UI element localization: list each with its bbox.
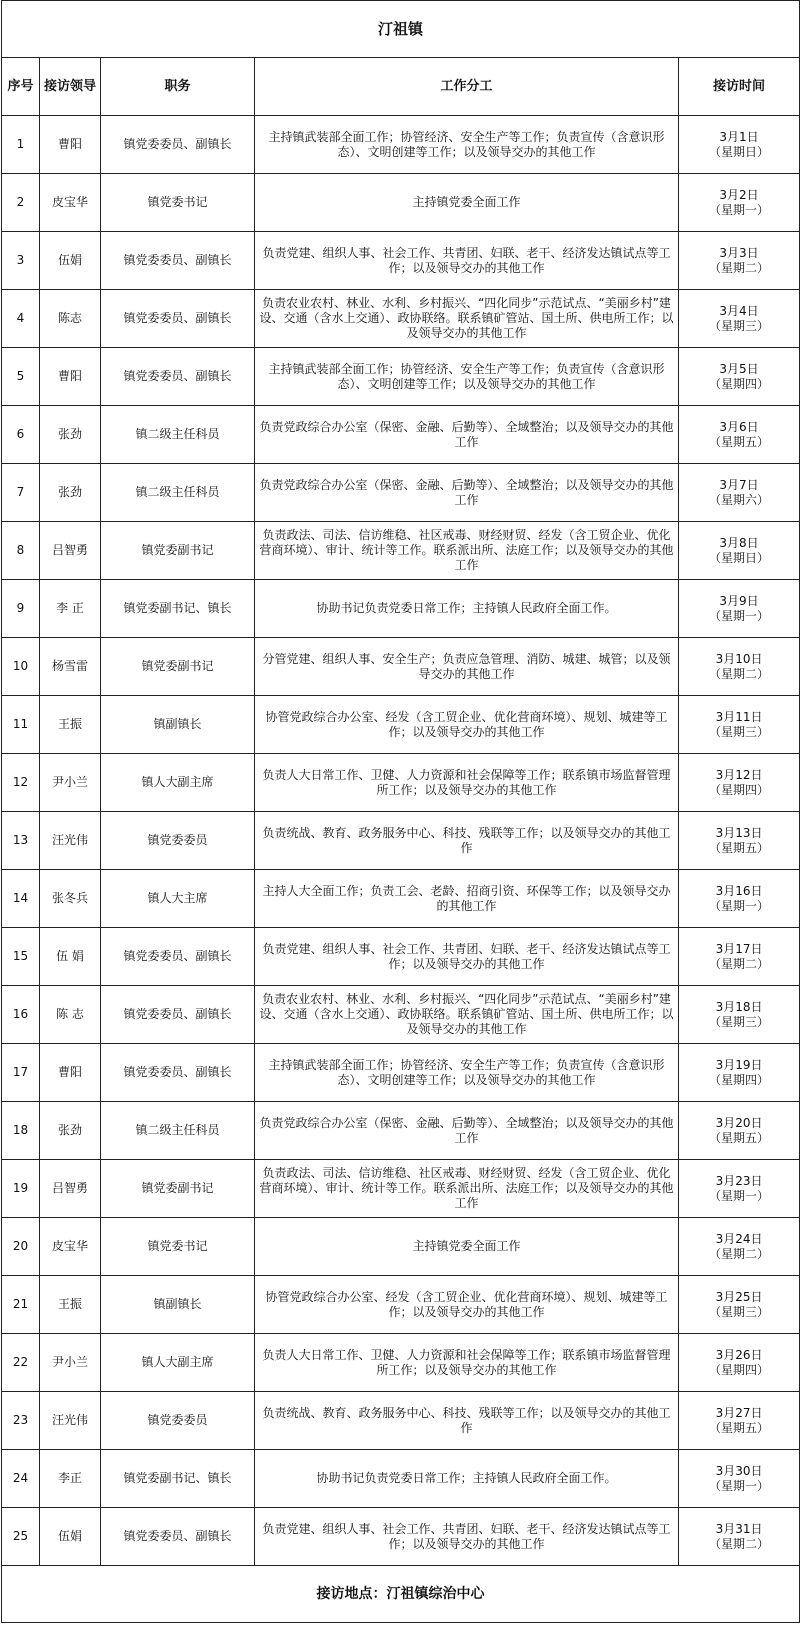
cell-time xyxy=(679,638,800,696)
visit-date: 3月1日 xyxy=(719,129,759,144)
cell-time xyxy=(679,116,800,174)
cell-no: 2 xyxy=(2,174,40,232)
cell-leader: 李 正 xyxy=(40,580,101,638)
cell-duty: 负责党政综合办公室（保密、金融、后勤等）、全域整治；以及领导交办的其他工作 xyxy=(255,464,679,522)
cell-leader: 汪光伟 xyxy=(40,812,101,870)
visit-date: 3月31日 xyxy=(715,1521,763,1536)
cell-time xyxy=(679,1102,800,1160)
cell-position: 镇人大主席 xyxy=(101,870,255,928)
visit-weekday: （星期二） xyxy=(709,666,770,681)
table-row xyxy=(2,116,800,174)
visit-date: 3月27日 xyxy=(715,1405,763,1420)
table-row xyxy=(2,1276,800,1334)
cell-time xyxy=(679,1160,800,1218)
visit-weekday: （星期三） xyxy=(709,724,770,739)
visit-weekday: （星期三） xyxy=(709,318,770,333)
reception-location: 接访地点：汀祖镇综治中心 xyxy=(2,1566,800,1623)
cell-position: 镇党委副书记、镇长 xyxy=(101,1450,255,1508)
cell-no: 20 xyxy=(2,1218,40,1276)
cell-time xyxy=(679,1508,800,1566)
cell-time xyxy=(679,522,800,580)
cell-duty: 负责政法、司法、信访维稳、社区戒毒、财经财贸、经发（含工贸企业、优化营商环境）、审计、统计等工作。联系派出所、法庭工作；以及领导交办的其他工作 xyxy=(255,1160,679,1218)
visit-weekday: （星期一） xyxy=(709,1478,770,1493)
cell-position: 镇党委书记 xyxy=(101,174,255,232)
cell-no: 7 xyxy=(2,464,40,522)
visit-date: 3月18日 xyxy=(715,999,763,1014)
table-row xyxy=(2,1044,800,1102)
cell-position: 镇人大副主席 xyxy=(101,754,255,812)
cell-position: 镇党委委员、副镇长 xyxy=(101,928,255,986)
cell-time xyxy=(679,348,800,406)
cell-time xyxy=(679,1334,800,1392)
visit-date: 3月8日 xyxy=(719,535,759,550)
visit-date: 3月2日 xyxy=(719,187,759,202)
header-no: 序号 xyxy=(2,58,40,116)
cell-leader: 吕智勇 xyxy=(40,1160,101,1218)
table-row xyxy=(2,1450,800,1508)
cell-leader: 张劲 xyxy=(40,464,101,522)
cell-leader: 曹阳 xyxy=(40,1044,101,1102)
table-row xyxy=(2,290,800,348)
cell-duty: 负责人大日常工作、卫健、人力资源和社会保障等工作；联系镇市场监督管理所工作；以及领导交办的其他工作 xyxy=(255,1334,679,1392)
cell-no: 15 xyxy=(2,928,40,986)
visit-weekday: （星期一） xyxy=(709,1188,770,1203)
cell-time xyxy=(679,290,800,348)
cell-time xyxy=(679,870,800,928)
table-row xyxy=(2,464,800,522)
header-duty: 工作分工 xyxy=(255,58,679,116)
visit-date: 3月4日 xyxy=(719,303,759,318)
visit-weekday: （星期五） xyxy=(709,1130,770,1145)
cell-duty: 负责政法、司法、信访维稳、社区戒毒、财经财贸、经发（含工贸企业、优化营商环境）、审计、统计等工作。联系派出所、法庭工作；以及领导交办的其他工作 xyxy=(255,522,679,580)
visit-date: 3月10日 xyxy=(715,651,763,666)
cell-time xyxy=(679,696,800,754)
cell-position: 镇二级主任科员 xyxy=(101,1102,255,1160)
cell-duty: 主持人大全面工作；负责工会、老龄、招商引资、环保等工作；以及领导交办的其他工作 xyxy=(255,870,679,928)
visit-weekday: （星期二） xyxy=(709,1536,770,1551)
cell-duty: 主持镇武装部全面工作；协管经济、安全生产等工作；负责宣传（含意识形态）、文明创建等工作；以及领导交办的其他工作 xyxy=(255,116,679,174)
visit-date: 3月20日 xyxy=(715,1115,763,1130)
cell-position: 镇党委委员、副镇长 xyxy=(101,116,255,174)
table-row xyxy=(2,348,800,406)
cell-time xyxy=(679,1218,800,1276)
cell-duty: 负责人大日常工作、卫健、人力资源和社会保障等工作；联系镇市场监督管理所工作；以及领导交办的其他工作 xyxy=(255,754,679,812)
visit-weekday: （星期二） xyxy=(709,1246,770,1261)
cell-no: 6 xyxy=(2,406,40,464)
cell-leader: 伍 娟 xyxy=(40,928,101,986)
cell-duty: 负责党建、组织人事、社会工作、共青团、妇联、老干、经济发达镇试点等工作；以及领导交办的其他工作 xyxy=(255,928,679,986)
table-row xyxy=(2,812,800,870)
visit-weekday: （星期五） xyxy=(709,1420,770,1435)
visit-weekday: （星期一） xyxy=(709,608,770,623)
cell-no: 12 xyxy=(2,754,40,812)
table-row xyxy=(2,1508,800,1566)
visit-weekday: （星期二） xyxy=(709,956,770,971)
cell-duty: 分管党建、组织人事、安全生产；负责应急管理、消防、城建、城管；以及领导交办的其他工作 xyxy=(255,638,679,696)
cell-leader: 王振 xyxy=(40,696,101,754)
cell-duty: 负责党政综合办公室（保密、金融、后勤等）、全域整治；以及领导交办的其他工作 xyxy=(255,1102,679,1160)
cell-leader: 张冬兵 xyxy=(40,870,101,928)
cell-no: 21 xyxy=(2,1276,40,1334)
cell-no: 3 xyxy=(2,232,40,290)
cell-position: 镇党委书记 xyxy=(101,1218,255,1276)
cell-time xyxy=(679,928,800,986)
visit-date: 3月30日 xyxy=(715,1463,763,1478)
cell-no: 19 xyxy=(2,1160,40,1218)
cell-time xyxy=(679,1044,800,1102)
table-row xyxy=(2,928,800,986)
cell-leader: 皮宝华 xyxy=(40,1218,101,1276)
visit-date: 3月23日 xyxy=(715,1173,763,1188)
cell-leader: 皮宝华 xyxy=(40,174,101,232)
visit-weekday: （星期日） xyxy=(709,550,770,565)
visit-weekday: （星期六） xyxy=(709,492,770,507)
visit-weekday: （星期一） xyxy=(709,898,770,913)
cell-duty: 负责农业农村、林业、水利、乡村振兴、“四化同步”示范试点、“美丽乡村”建设、交通（含水上交通）、政协联络。联系镇矿管站、国土所、供电所工作；以及领导交办的其他工作 xyxy=(255,986,679,1044)
footer-row xyxy=(2,1566,800,1623)
visit-weekday: （星期五） xyxy=(709,840,770,855)
visit-date: 3月5日 xyxy=(719,361,759,376)
visit-weekday: （星期一） xyxy=(709,202,770,217)
visit-weekday: （星期四） xyxy=(709,1362,770,1377)
visit-date: 3月17日 xyxy=(715,941,763,956)
cell-leader: 曹阳 xyxy=(40,116,101,174)
visit-weekday: （星期五） xyxy=(709,434,770,449)
table-title: 汀祖镇 xyxy=(2,1,800,58)
cell-position: 镇党委委员、副镇长 xyxy=(101,1508,255,1566)
cell-position: 镇党委委员 xyxy=(101,812,255,870)
visit-date: 3月19日 xyxy=(715,1057,763,1072)
table-row xyxy=(2,406,800,464)
cell-no: 24 xyxy=(2,1450,40,1508)
cell-duty: 负责党建、组织人事、社会工作、共青团、妇联、老干、经济发达镇试点等工作；以及领导交办的其他工作 xyxy=(255,1508,679,1566)
cell-position: 镇党委委员、副镇长 xyxy=(101,232,255,290)
cell-duty: 负责农业农村、林业、水利、乡村振兴、“四化同步”示范试点、“美丽乡村”建设、交通（含水上交通）、政协联络。联系镇矿管站、国土所、供电所工作；以及领导交办的其他工作 xyxy=(255,290,679,348)
cell-leader: 杨雪雷 xyxy=(40,638,101,696)
cell-no: 11 xyxy=(2,696,40,754)
cell-time xyxy=(679,232,800,290)
table-row xyxy=(2,1334,800,1392)
cell-leader: 张劲 xyxy=(40,1102,101,1160)
cell-leader: 尹小兰 xyxy=(40,754,101,812)
cell-no: 1 xyxy=(2,116,40,174)
cell-no: 16 xyxy=(2,986,40,1044)
header-row xyxy=(2,58,800,116)
visit-date: 3月13日 xyxy=(715,825,763,840)
cell-no: 17 xyxy=(2,1044,40,1102)
visit-date: 3月24日 xyxy=(715,1231,763,1246)
table-row xyxy=(2,754,800,812)
cell-time xyxy=(679,1392,800,1450)
cell-position: 镇二级主任科员 xyxy=(101,406,255,464)
cell-leader: 李正 xyxy=(40,1450,101,1508)
cell-time xyxy=(679,986,800,1044)
cell-no: 9 xyxy=(2,580,40,638)
cell-leader: 张劲 xyxy=(40,406,101,464)
cell-no: 18 xyxy=(2,1102,40,1160)
visit-date: 3月25日 xyxy=(715,1289,763,1304)
table-row xyxy=(2,870,800,928)
cell-leader: 汪光伟 xyxy=(40,1392,101,1450)
cell-position: 镇党委委员、副镇长 xyxy=(101,986,255,1044)
cell-time xyxy=(679,174,800,232)
title-row xyxy=(2,1,800,58)
cell-position: 镇党委副书记 xyxy=(101,1160,255,1218)
table-row xyxy=(2,696,800,754)
cell-time xyxy=(679,406,800,464)
cell-leader: 伍娟 xyxy=(40,232,101,290)
visit-date: 3月9日 xyxy=(719,593,759,608)
cell-time xyxy=(679,1276,800,1334)
cell-time xyxy=(679,1450,800,1508)
table-row xyxy=(2,580,800,638)
cell-no: 14 xyxy=(2,870,40,928)
cell-position: 镇党委副书记 xyxy=(101,638,255,696)
cell-leader: 王振 xyxy=(40,1276,101,1334)
cell-duty: 负责党政综合办公室（保密、金融、后勤等）、全域整治；以及领导交办的其他工作 xyxy=(255,406,679,464)
cell-duty: 负责党建、组织人事、社会工作、共青团、妇联、老干、经济发达镇试点等工作；以及领导交办的其他工作 xyxy=(255,232,679,290)
cell-position: 镇党委副书记、镇长 xyxy=(101,580,255,638)
cell-no: 10 xyxy=(2,638,40,696)
table-row xyxy=(2,986,800,1044)
table-row xyxy=(2,1102,800,1160)
cell-position: 镇党委委员、副镇长 xyxy=(101,1044,255,1102)
visit-date: 3月3日 xyxy=(719,245,759,260)
cell-leader: 曹阳 xyxy=(40,348,101,406)
cell-duty: 负责统战、教育、政务服务中心、科技、残联等工作；以及领导交办的其他工作 xyxy=(255,1392,679,1450)
cell-leader: 吕智勇 xyxy=(40,522,101,580)
cell-duty: 协助书记负责党委日常工作；主持镇人民政府全面工作。 xyxy=(255,1450,679,1508)
cell-no: 13 xyxy=(2,812,40,870)
cell-duty: 主持镇武装部全面工作；协管经济、安全生产等工作；负责宣传（含意识形态）、文明创建等工作；以及领导交办的其他工作 xyxy=(255,1044,679,1102)
header-leader: 接访领导 xyxy=(40,58,101,116)
visit-date: 3月16日 xyxy=(715,883,763,898)
visit-date: 3月26日 xyxy=(715,1347,763,1362)
visit-weekday: （星期四） xyxy=(709,1072,770,1087)
cell-position: 镇党委委员 xyxy=(101,1392,255,1450)
cell-duty: 主持镇党委全面工作 xyxy=(255,174,679,232)
table-row xyxy=(2,174,800,232)
cell-position: 镇副镇长 xyxy=(101,1276,255,1334)
cell-duty: 主持镇武装部全面工作；协管经济、安全生产等工作；负责宣传（含意识形态）、文明创建等工作；以及领导交办的其他工作 xyxy=(255,348,679,406)
cell-duty: 主持镇党委全面工作 xyxy=(255,1218,679,1276)
cell-leader: 陈 志 xyxy=(40,986,101,1044)
table-row xyxy=(2,1218,800,1276)
table-row xyxy=(2,232,800,290)
cell-position: 镇党委副书记 xyxy=(101,522,255,580)
cell-duty: 协管党政综合办公室、经发（含工贸企业、优化营商环境）、规划、城建等工作；以及领导交办的其他工作 xyxy=(255,1276,679,1334)
cell-leader: 陈志 xyxy=(40,290,101,348)
cell-no: 23 xyxy=(2,1392,40,1450)
cell-no: 8 xyxy=(2,522,40,580)
cell-no: 25 xyxy=(2,1508,40,1566)
table-row xyxy=(2,522,800,580)
cell-leader: 尹小兰 xyxy=(40,1334,101,1392)
cell-leader: 伍娟 xyxy=(40,1508,101,1566)
cell-duty: 协管党政综合办公室、经发（含工贸企业、优化营商环境）、规划、城建等工作；以及领导交办的其他工作 xyxy=(255,696,679,754)
visit-weekday: （星期三） xyxy=(709,1304,770,1319)
visit-weekday: （星期日） xyxy=(709,144,770,159)
cell-time xyxy=(679,580,800,638)
visit-weekday: （星期二） xyxy=(709,260,770,275)
visit-date: 3月11日 xyxy=(715,709,763,724)
visit-date: 3月7日 xyxy=(719,477,759,492)
header-position: 职务 xyxy=(101,58,255,116)
cell-position: 镇副镇长 xyxy=(101,696,255,754)
cell-position: 镇党委委员、副镇长 xyxy=(101,348,255,406)
cell-duty: 负责统战、教育、政务服务中心、科技、残联等工作；以及领导交办的其他工作 xyxy=(255,812,679,870)
visit-weekday: （星期四） xyxy=(709,782,770,797)
table-row xyxy=(2,1160,800,1218)
visit-weekday: （星期三） xyxy=(709,1014,770,1029)
reception-schedule-table xyxy=(1,0,800,1623)
cell-position: 镇人大副主席 xyxy=(101,1334,255,1392)
table-row xyxy=(2,1392,800,1450)
cell-time xyxy=(679,812,800,870)
cell-no: 4 xyxy=(2,290,40,348)
cell-duty: 协助书记负责党委日常工作；主持镇人民政府全面工作。 xyxy=(255,580,679,638)
visit-weekday: （星期四） xyxy=(709,376,770,391)
cell-time xyxy=(679,464,800,522)
header-time: 接访时间 xyxy=(679,58,800,116)
visit-date: 3月12日 xyxy=(715,767,763,782)
cell-time xyxy=(679,754,800,812)
table-row xyxy=(2,638,800,696)
cell-no: 5 xyxy=(2,348,40,406)
cell-position: 镇二级主任科员 xyxy=(101,464,255,522)
cell-no: 22 xyxy=(2,1334,40,1392)
cell-position: 镇党委委员、副镇长 xyxy=(101,290,255,348)
visit-date: 3月6日 xyxy=(719,419,759,434)
